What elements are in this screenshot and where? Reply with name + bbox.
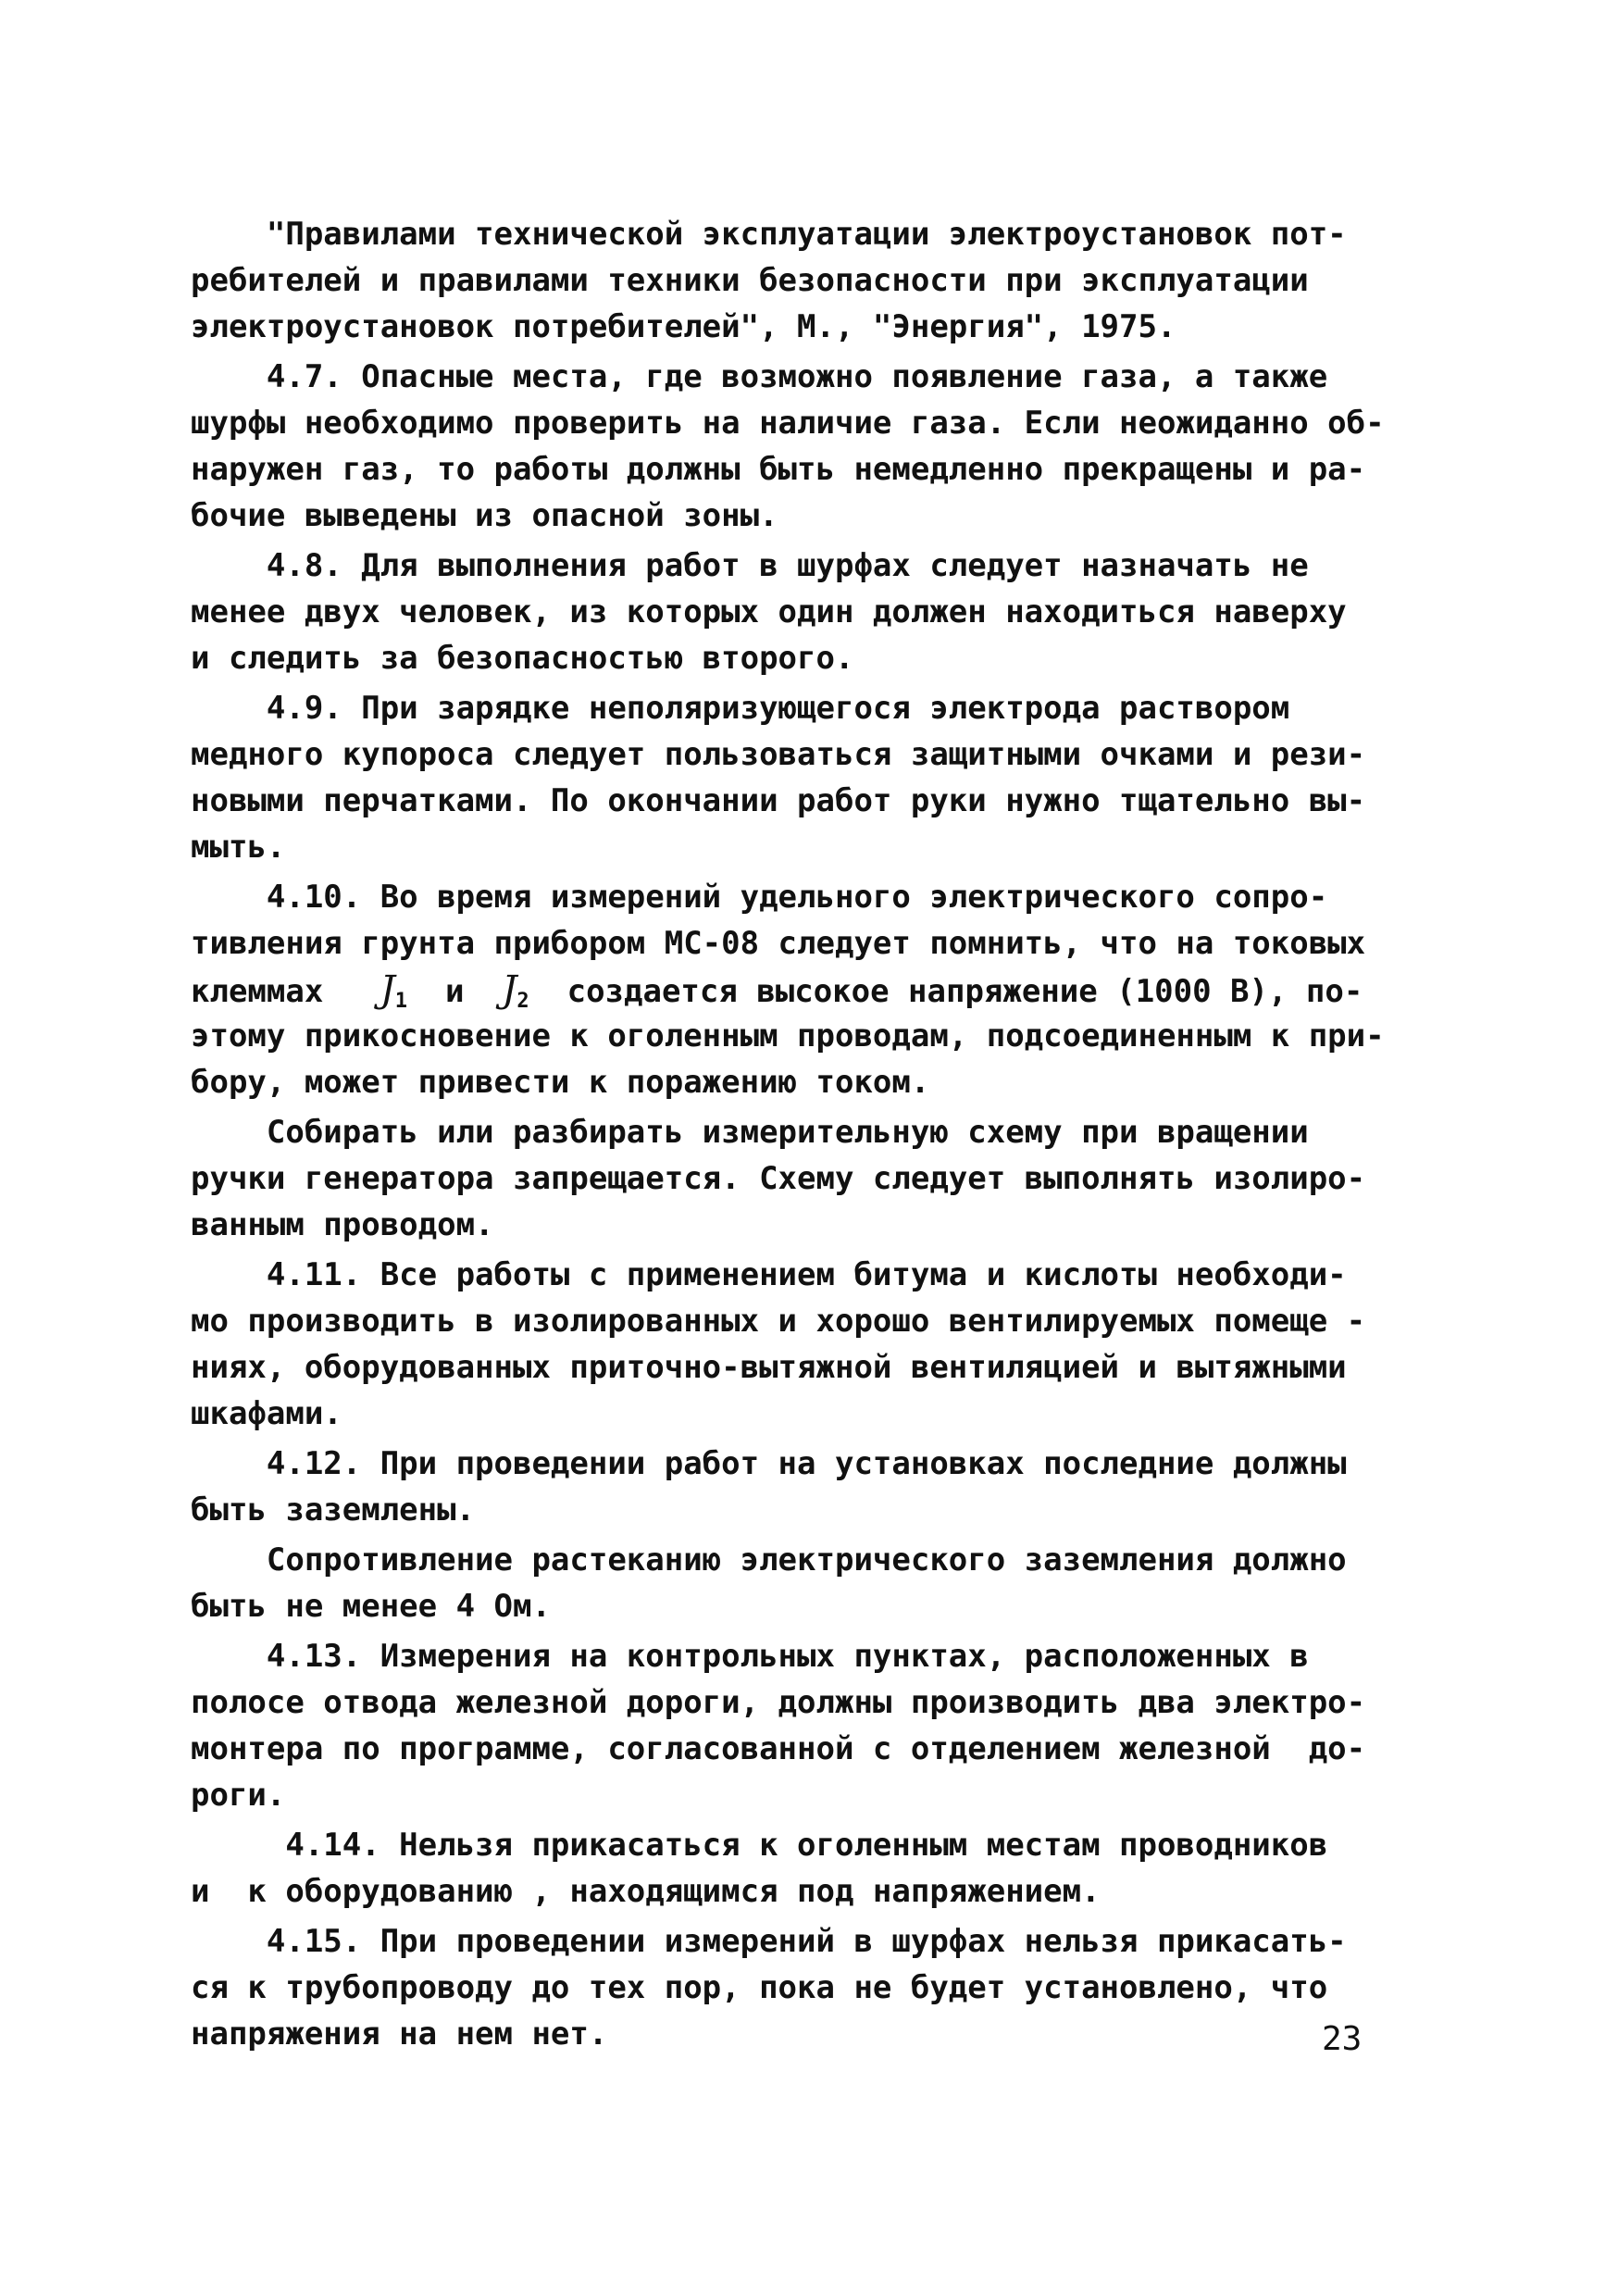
text-line: 4.14. Нельзя прикасаться к оголенным местам проводников bbox=[191, 1827, 1328, 1864]
text-fragment: клеммах bbox=[191, 973, 380, 1010]
page-number: 23 bbox=[1322, 2020, 1363, 2058]
text-line: монтера по программе, согласованной с отделением железной до- bbox=[191, 1730, 1366, 1767]
text-line: Собирать или разбирать измерительную схему при вращении bbox=[191, 1114, 1309, 1151]
text-line: и к оборудованию , находящимся под напряжением. bbox=[191, 1873, 1101, 1910]
text-line: Сопротивление растеканию электрического заземления должно bbox=[191, 1541, 1347, 1578]
text-line: ся к трубопроводу до тех пор, пока не будет установлено, что bbox=[191, 1969, 1328, 2006]
text-line: быть заземлены. bbox=[191, 1491, 476, 1529]
text-line: шурфы необходимо проверить на наличие газа. Если неожиданно об- bbox=[191, 405, 1385, 442]
text-line: 4.13. Измерения на контрольных пунктах, расположенных в bbox=[191, 1638, 1309, 1675]
document-body bbox=[191, 211, 1385, 2057]
text-line: этому прикосновение к оголенным проводам, подсоединенным к при- bbox=[191, 1017, 1385, 1054]
terminal-j2-symbol: J bbox=[502, 968, 517, 1011]
text-line: шкафами. bbox=[191, 1395, 342, 1432]
text-line: ниях, оборудованных приточно-вытяжной вентиляцией и вытяжными bbox=[191, 1349, 1347, 1386]
text-line: новыми перчатками. По окончании работ руки нужно тщательно вы- bbox=[191, 782, 1366, 819]
text-line: электроустановок потребителей", М., "Энергия", 1975. bbox=[191, 308, 1176, 345]
terminal-j1-subscript: 1 bbox=[394, 990, 407, 1013]
text-line: 4.10. Во время измерений удельного электрического сопро- bbox=[191, 879, 1328, 916]
text-fragment: и bbox=[407, 973, 503, 1010]
text-line: 4.7. Опасные места, где возможно появление газа, а также bbox=[191, 358, 1328, 395]
text-line-with-formula bbox=[191, 967, 1385, 1013]
text-line: менее двух человек, из которых один должен находиться наверху bbox=[191, 593, 1347, 630]
text-line: ванным проводом. bbox=[191, 1206, 494, 1243]
text-line: "Правилами технической эксплуатации электроустановок пот- bbox=[191, 216, 1347, 253]
text-line: ребителей и правилами техники безопасности при эксплуатации bbox=[191, 262, 1309, 299]
text-line: мо производить в изолированных и хорошо вентилируемых помеще - bbox=[191, 1303, 1366, 1340]
text-line: медного купороса следует пользоваться защитными очками и рези- bbox=[191, 736, 1366, 773]
text-line: 4.9. При зарядке неполяризующегося электрода раствором bbox=[191, 690, 1290, 727]
terminal-j1-symbol: J bbox=[380, 968, 395, 1011]
text-line: 4.15. При проведении измерений в шурфах нельзя прикасать- bbox=[191, 1923, 1347, 1960]
text-line: 4.12. При проведении работ на установках последние должны bbox=[191, 1445, 1347, 1482]
text-line: бочие выведены из опасной зоны. bbox=[191, 497, 778, 534]
text-line: быть не менее 4 Ом. bbox=[191, 1588, 551, 1625]
text-line: 4.8. Для выполнения работ в шурфах следует назначать не bbox=[191, 547, 1309, 584]
text-line: и следить за безопасностью второго. bbox=[191, 640, 854, 677]
text-line: ручки генератора запрещается. Схему следует выполнять изолиро- bbox=[191, 1160, 1366, 1197]
text-line: наружен газ, то работы должны быть немедленно прекращены и ра- bbox=[191, 451, 1366, 488]
text-line: тивления грунта прибором МС-08 следует помнить, что на токовых bbox=[191, 925, 1366, 962]
terminal-j2-subscript: 2 bbox=[517, 990, 529, 1013]
text-line: роги. bbox=[191, 1777, 286, 1814]
text-line: полосе отвода железной дороги, должны производить два электро- bbox=[191, 1684, 1366, 1721]
text-fragment: создается высокое напряжение (1000 В), по- bbox=[529, 973, 1363, 1010]
text-line: 4.11. Все работы с применением битума и кислоты необходи- bbox=[191, 1256, 1347, 1293]
text-line: мыть. bbox=[191, 829, 286, 866]
text-line: бору, может привести к поражению током. bbox=[191, 1064, 930, 1101]
text-line: напряжения на нем нет. bbox=[191, 2015, 608, 2053]
